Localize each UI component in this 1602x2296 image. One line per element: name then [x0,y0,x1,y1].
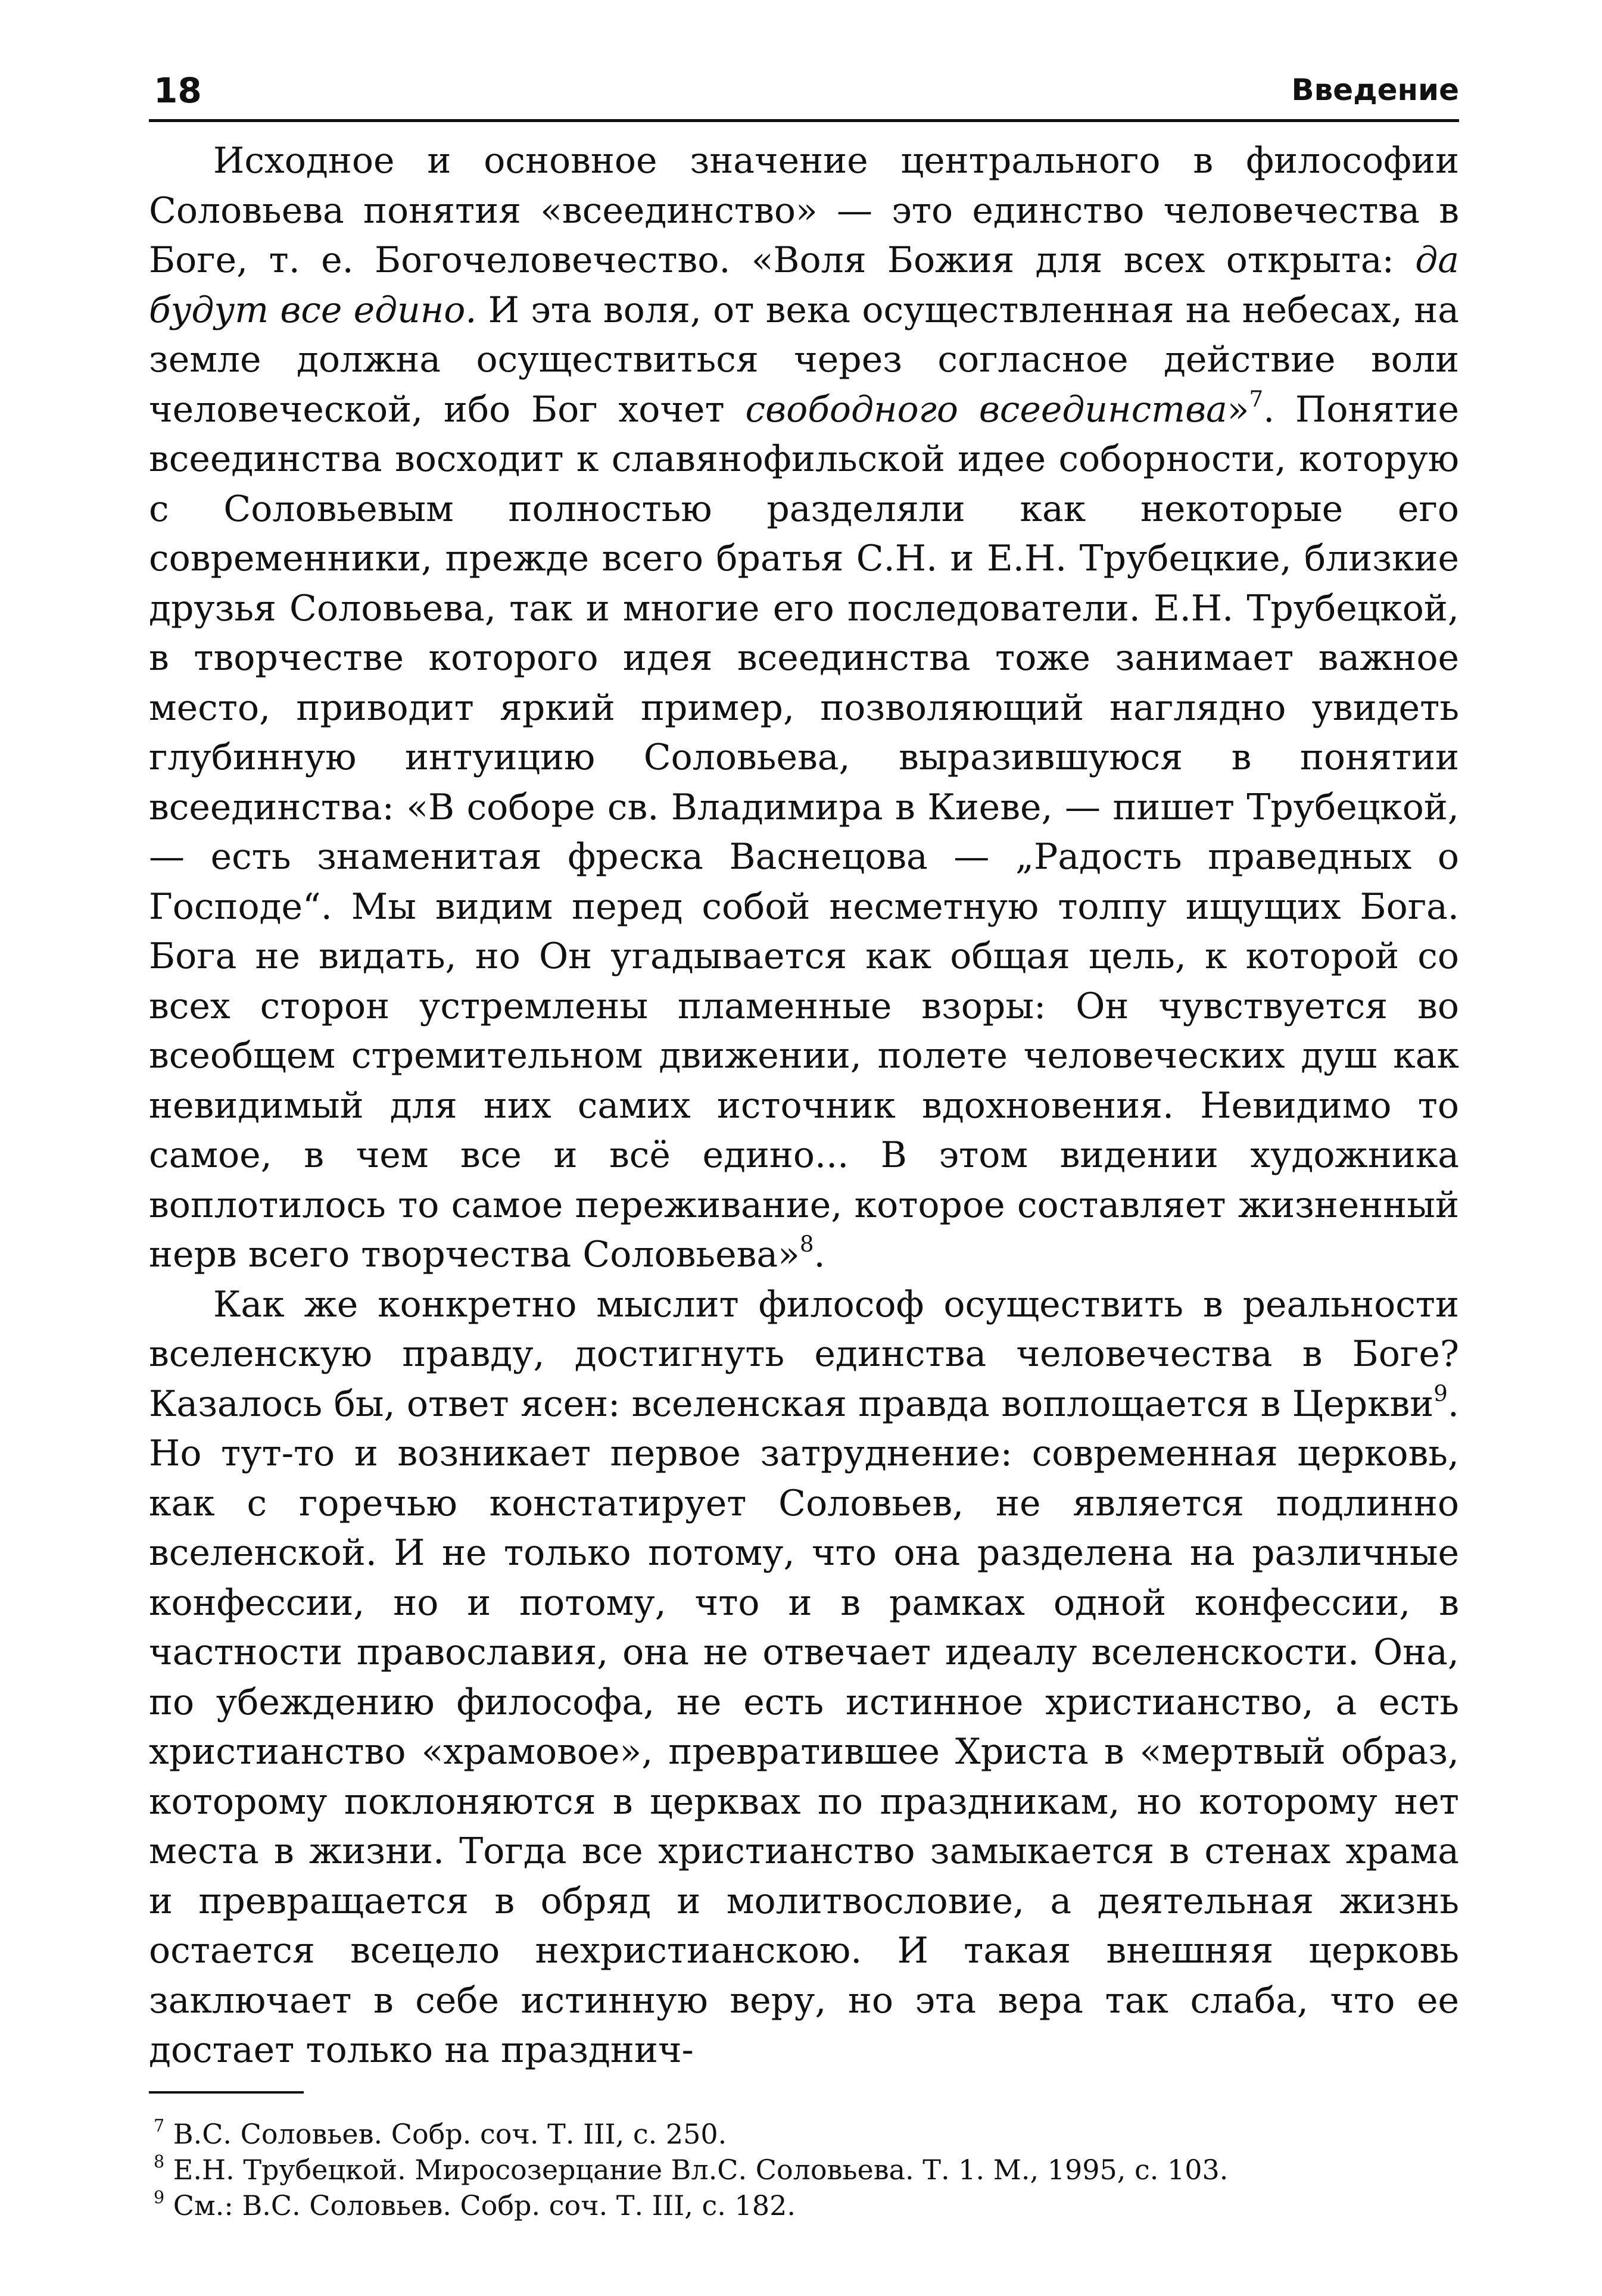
paragraph-1-text-1: Исходное и основное значение центрального в философии Соловьева понятия «всеединство» — это единство человечества в Боге, т. е. Богочеловечество. «Воля Божия для всех открыта: [149,140,1459,281]
paragraph-1-text-4: . Понятие всеединства восходит к славянофильской идее соборности, которую с Соловьевым полностью разделяли как некоторые его современники, прежде всего братья С.Н. и Е.Н. Трубецкие, близкие друзья Соловьева, так и многие его последователи. Е.Н. Трубецкой, в творчестве которого идея всеединства тоже занимает важное место, приводит яркий пример, позволяющий наглядно увидеть глубинную интуицию Соловьева, выразившуюся в понятии всеединства: «В соборе св. Владимира в Киеве, — пишет Трубецкой, — есть знаменитая фреска Васнецова — „Радость праведных о Господе“. Мы видим перед собой несметную толпу ищущих Бога. Бога не видать, но Он угадывается как общая цель, к которой со всех сторон устремлены пламенные взоры: Он чувствуется во всеобщем стремительном движении, полете человеческих душ как невидимый для них самих источник вдохновения. Невидимо то самое, в чем все и всё едино... В этом видении художника воплотилось то самое переживание, которое составляет жизненный нерв всего творчества Соловьева» [149,388,1460,1275]
paragraph-1-text-3: » [1227,388,1249,430]
footnote-text: В.С. Соловьев. Собр. соч. Т. III, с. 250. [164,2117,727,2150]
paragraph-1 [149,136,1459,1280]
footnote-text: См.: В.С. Соловьев. Собр. соч. Т. III, с. 182. [164,2189,796,2222]
section-title: Введение [1291,73,1459,107]
paragraph-1-text-2: И эта воля, от века осуществленная на небесах, на земле должна осуществиться через согласное действие воли человеческой, ибо Бог хочет [149,289,1460,430]
footnote-ref-7: 7 [1249,385,1264,412]
footnote-ref-8: 8 [799,1231,814,1258]
footnote [149,2188,1459,2223]
paragraph-1-italic-2: свободного всеединства [745,388,1227,430]
main-text [149,136,1459,2076]
footnote-number: 7 [154,2116,165,2136]
page-number: 18 [154,70,202,111]
footnote [149,2152,1459,2188]
paragraph-2-text-2: . Но тут-то и возникает первое затруднение: современная церковь, как с горечью констатирует Соловьев, не является подлинно вселенской. И не только потому, что она разделена на различные конфессии, но и потому, что и в рамках одной конфессии, в частности православия, она не отвечает идеалу вселенскости. Она, по убеждению философа, не есть истинное христианство, а есть христианство «храмовое», превратившее Христа в «мертвый образ, которому поклоняются в церквах по праздникам, но которому нет места в жизни. Тогда все христианство замыкается в стенах храма и превращается в обряд и молитвословие, а деятельная жизнь остается всецело нехристианскою. И такая внешняя церковь заключает в себе истинную веру, но эта вера так слаба, что ее достает только на празднич- [149,1383,1459,2071]
footnote-ref-9: 9 [1433,1380,1448,1406]
footnote-divider [149,2091,304,2094]
footnote [149,2116,1459,2152]
paragraph-1-italic-1: да будут все едино. [149,239,1459,331]
paragraph-2 [149,1280,1459,2076]
footnote-number: 9 [154,2188,165,2208]
footnote-text: Е.Н. Трубецкой. Миросозерцание Вл.С. Соловьева. Т. 1. М., 1995, с. 103. [164,2153,1229,2186]
footnote-number: 8 [154,2152,165,2172]
book-page [149,60,1459,2263]
running-header [149,60,1459,122]
footnotes [149,2116,1459,2223]
paragraph-2-text-1: Как же конкретно мыслит философ осуществить в реальности вселенскую правду, достигнуть единства человечества в Боге? Казалось бы, ответ ясен: вселенская правда воплощается в Церкви [149,1283,1459,1425]
paragraph-1-text-5: . [814,1234,825,1275]
